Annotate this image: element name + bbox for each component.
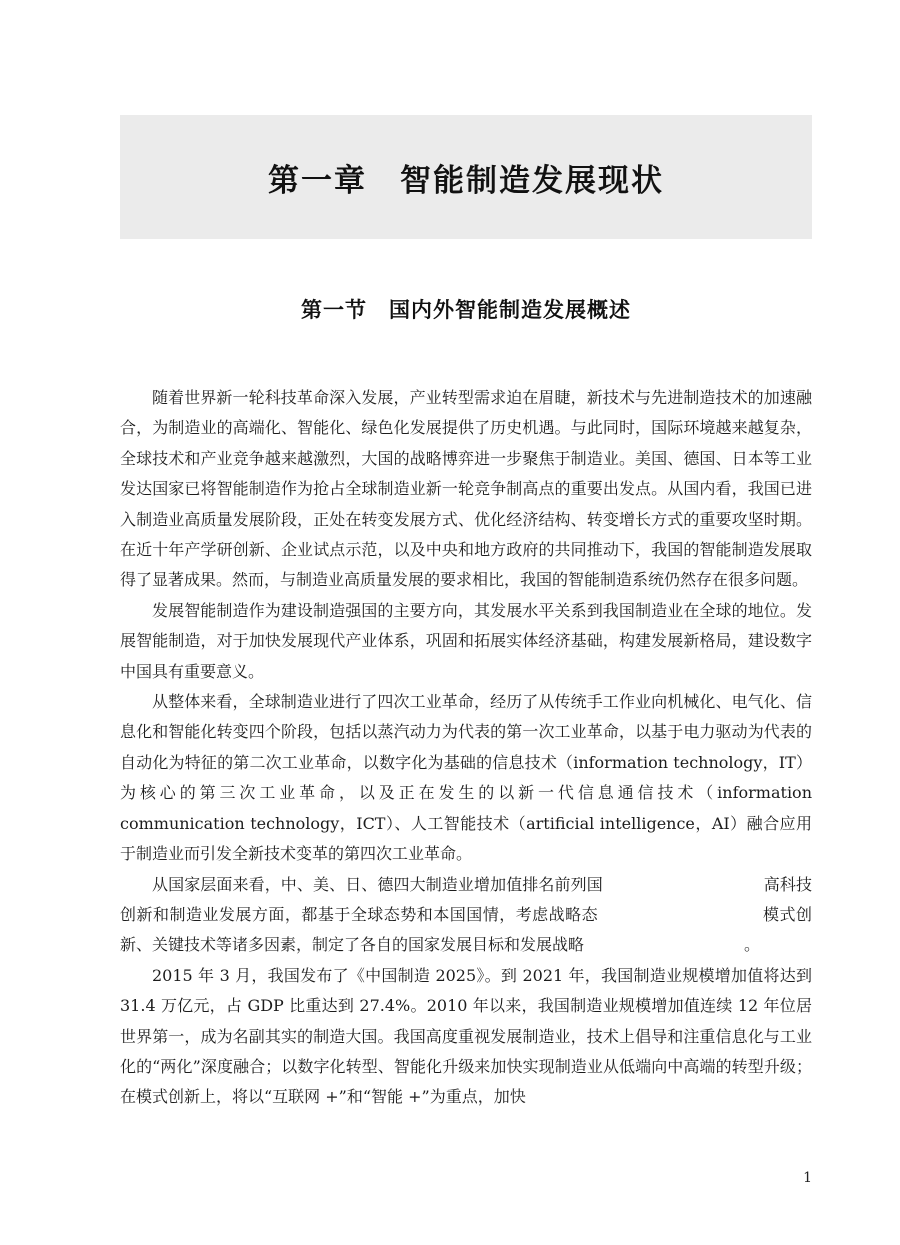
paragraph: 随着世界新一轮科技革命深入发展，产业转型需求迫在眉睫，新技术与先进制造技术的加速融合，为制造业的高端化、智能化、绿色化发展提供了历史机遇。与此同时，国际环境越来越复杂，全球技术和产业竞争越来越激烈，大国的战略博弈进一步聚焦于制造业。美国、德国、日本等工业发达国家已将智能制造作为抢占全球制造业新一轮竞争制高点的重要出发点。从国内看，我国已进入制造业高质量发展阶段，正处在转变发展方式、优化经济结构、转变增长方式的重要攻坚时期。在近十年产学研创新、企业试点示范，以及中央和地方政府的共同推动下，我国的智能制造发展取得了显著成果。然而，与制造业高质量发展的要求相比，我国的智能制造系统仍然存在很多问题。: [120, 388, 812, 590]
paragraph: 发展智能制造作为建设制造强国的主要方向，其发展水平关系到我国制造业在全球的地位。发展智能制造，对于加快发展现代产业体系，巩固和拓展实体经济基础，构建发展新格局，建设数字中国具有重要意义。: [120, 600, 812, 681]
paragraph: 2015 年 3 月，我国发布了《中国制造 2025》。到 2021 年，我国制造业规模增加值将达到 31.4 万亿元，占 GDP 比重达到 27.4%。2010 年以来，我国制造业规模增加值连续 12 年位居世界第一，成为名副其实的制造大国。我国高度重视发展制造业，技术上倡导和注重信息化与工业化的“两化”深度融合；以数字化转型、智能化升级来加快实现制造业从低端向中高端的转型升级；在模式创新上，将以“互联网 +”和“智能 +”为重点，加快: [120, 965, 812, 1107]
chapter-title: 第一章 智能制造发展现状: [268, 162, 664, 199]
section-title: 第一节 国内外智能制造发展概述: [301, 298, 631, 322]
chapter-header: [120, 115, 812, 239]
paragraph: 从整体来看，全球制造业进行了四次工业革命，经历了从传统手工作业向机械化、电气化、信息化和智能化转变四个阶段，包括以蒸汽动力为代表的第一次工业革命，以基于电力驱动为代表的自动化为特征的第二次工业革命，以数字化为基础的信息技术（information technology，IT）为核心的第三次工业革命，以及正在发生的以新一代信息通信技术（information communication technology，ICT）、人工智能技术（artificial intelligence，AI）融合应用于制造业而引发全新技术变革的第四次工业革命。: [120, 692, 812, 864]
body-text: [120, 383, 812, 1113]
page-number: 1: [803, 1170, 812, 1186]
paragraph: 从国家层面来看，中、美、日、德四大制造业增加值排名前列国 高科技创新和制造业发展方面，都基于全球态势和本国国情，考虑战略态 模式创新、关键技术等诸多因素，制定了各自的国家发展目标和发展战略 。: [120, 874, 812, 955]
